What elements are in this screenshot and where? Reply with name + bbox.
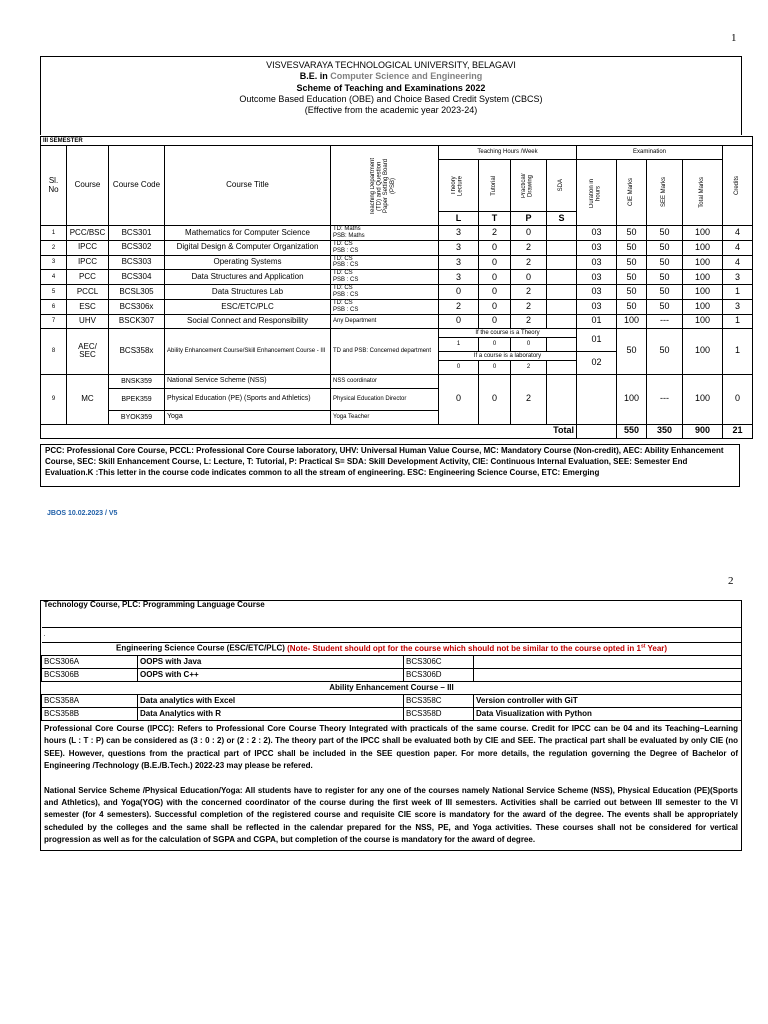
see-cell: 50 <box>647 255 683 270</box>
col-course: Course <box>67 146 109 226</box>
credits-cell: 4 <box>723 226 753 241</box>
s-cell <box>547 226 577 241</box>
l-cell: 0 <box>439 285 479 300</box>
scheme-title: Scheme of Teaching and Examinations 2022 <box>296 82 486 93</box>
sl-cell: 5 <box>41 285 67 300</box>
course-code-cell: BCS358A <box>42 695 138 708</box>
abbreviations-footnote: PCC: Professional Core Course, PCCL: Professional Core Course laboratory, UHV: Universal Human Value Course, MC: Mandatory Course (Non-credit), AEC: Ability Enhancement Course, SEC: Skill Enhancement Course, L: Lecture, T: Tutorial, P: Practical S= SDA: Skill Development Activity, CIE: Continuous Internal Evaluation, SEE: Semester End Evaluation.K :This letter in the course code indicates common to all the stream of engineering. ESC: Engineering Science Course, ETC: Emerging <box>40 444 740 487</box>
col-sda: SDA <box>547 160 577 212</box>
course-cell: PCC <box>67 270 109 285</box>
col-duration: Duration in hours <box>577 160 617 226</box>
title-cell: Data Structures and Application <box>165 270 331 285</box>
total-row: Total 550 350 900 21 <box>41 424 753 438</box>
sl-cell: 7 <box>41 314 67 328</box>
course-cell: PCCL <box>67 285 109 300</box>
dur-cell: 03 <box>577 270 617 285</box>
t-cell: 0 <box>479 270 511 285</box>
col-teaching-dept: Teaching Department (TD) and Question Paper Setting Board (PSB) <box>331 146 439 226</box>
elective-table <box>41 601 742 721</box>
dur-cell: 03 <box>577 240 617 255</box>
dur-cell: 03 <box>577 285 617 300</box>
table-row <box>41 255 753 270</box>
cie-cell: 50 <box>617 299 647 314</box>
course-title-cell: Version controller with GiT <box>474 695 742 708</box>
credits-cell: 3 <box>723 299 753 314</box>
p-cell: 2 <box>511 314 547 328</box>
course-code-cell: BCS358C <box>404 695 474 708</box>
l-cell: 3 <box>439 226 479 241</box>
degree-line: B.E. in Computer Science and Engineering <box>299 71 483 82</box>
dur-cell: 03 <box>577 255 617 270</box>
col-course-title: Course Title <box>165 146 331 226</box>
course-cell: IPCC <box>67 255 109 270</box>
page-number-1: 1 <box>731 32 737 44</box>
col-see: SEE Marks <box>647 160 683 226</box>
col-t: T <box>479 212 511 226</box>
table-row <box>41 226 753 241</box>
course-title-cell: OOPS with C++ <box>138 669 404 682</box>
total-cell: 100 <box>683 255 723 270</box>
course-title-cell <box>474 669 742 682</box>
title-cell: Social Connect and Responsibility <box>165 314 331 328</box>
l-cell: 0 <box>439 314 479 328</box>
col-tutorial: Tutorial <box>479 160 511 212</box>
s-cell <box>547 240 577 255</box>
code-cell: BCS306x <box>109 299 165 314</box>
course-code-cell: BCS358D <box>404 708 474 721</box>
p-cell: 0 <box>511 226 547 241</box>
page2-content <box>40 600 742 851</box>
title-cell: ESC/ETC/PLC <box>165 299 331 314</box>
table-row: 8 AEC/ SEC BCS358x Ability Enhancement Course/Skill Enhancement Course - III TD and PSB: Concerned department If the course is a Theory 01 50 50 100 1 <box>41 328 753 337</box>
table-row <box>42 669 742 682</box>
table-row <box>41 299 753 314</box>
course-cell: UHV <box>67 314 109 328</box>
see-cell: 50 <box>647 226 683 241</box>
teaching-dept-cell: Any Department <box>331 314 439 328</box>
total-cell: 100 <box>683 240 723 255</box>
t-cell: 0 <box>479 240 511 255</box>
col-examination: Examination <box>577 146 723 160</box>
teaching-dept-cell: TD: CS PSB : CS <box>331 270 439 285</box>
see-cell: 50 <box>647 299 683 314</box>
title-cell: Mathematics for Computer Science <box>165 226 331 241</box>
credits-cell: 4 <box>723 255 753 270</box>
p-cell: 2 <box>511 285 547 300</box>
code-cell: BCS304 <box>109 270 165 285</box>
cie-cell: 50 <box>617 285 647 300</box>
course-cell: PCC/BSC <box>67 226 109 241</box>
s-cell <box>547 270 577 285</box>
cie-cell: 50 <box>617 240 647 255</box>
sl-cell: 6 <box>41 299 67 314</box>
cie-cell: 100 <box>617 314 647 328</box>
credits-cell: 3 <box>723 270 753 285</box>
p-cell: 2 <box>511 255 547 270</box>
teaching-dept-cell: TD: CS PSB : CS <box>331 285 439 300</box>
t-cell: 2 <box>479 226 511 241</box>
code-cell: BSCK307 <box>109 314 165 328</box>
t-cell: 0 <box>479 314 511 328</box>
l-cell: 3 <box>439 255 479 270</box>
sl-cell: 3 <box>41 255 67 270</box>
course-title-cell <box>474 656 742 669</box>
course-code-cell: BCS306D <box>404 669 474 682</box>
see-cell: 50 <box>647 270 683 285</box>
col-sl-no: Sl. No <box>41 146 67 226</box>
page-number-2: 2 <box>728 575 734 587</box>
dur-cell: 03 <box>577 299 617 314</box>
aec-heading: Ability Enhancement Course – III <box>42 682 742 695</box>
code-cell: BCS302 <box>109 240 165 255</box>
course-cell: ESC <box>67 299 109 314</box>
university-name: VISVESVARAYA TECHNOLOGICAL UNIVERSITY, BELAGAVI <box>266 60 516 70</box>
table-row <box>42 695 742 708</box>
effective-line: (Effective from the academic year 2023-24) <box>304 105 478 115</box>
table-row <box>41 240 753 255</box>
continued-text: Technology Course, PLC: Programming Language Course <box>42 601 742 628</box>
total-cell: 100 <box>683 270 723 285</box>
title-cell: Operating Systems <box>165 255 331 270</box>
l-cell: 3 <box>439 240 479 255</box>
aec-rows <box>42 695 742 721</box>
p-cell: 2 <box>511 299 547 314</box>
course-code-cell: BCS306B <box>42 669 138 682</box>
s-cell <box>547 314 577 328</box>
esc-heading: Engineering Science Course (ESC/ETC/PLC) (Note- Student should opt for the course which should not be similar to the course opted in 1st Year) <box>42 643 742 656</box>
table-row <box>41 270 753 285</box>
table-row: 9 MC BNSK359 National Service Scheme (NSS) NSS coordinator 0 0 2 100 --- 100 0 <box>41 374 753 388</box>
dot-row: . <box>42 628 742 643</box>
see-cell: --- <box>647 314 683 328</box>
col-course-code: Course Code <box>109 146 165 226</box>
credits-cell: 1 <box>723 285 753 300</box>
t-cell: 0 <box>479 299 511 314</box>
course-title-cell: Data Analytics with R <box>138 708 404 721</box>
p-cell: 2 <box>511 240 547 255</box>
credits-cell: 1 <box>723 314 753 328</box>
dur-cell: 03 <box>577 226 617 241</box>
l-cell: 3 <box>439 270 479 285</box>
total-cell: 100 <box>683 285 723 300</box>
title-cell: Data Structures Lab <box>165 285 331 300</box>
sl-cell: 4 <box>41 270 67 285</box>
col-l: L <box>439 212 479 226</box>
ipcc-paragraph: Professional Core Course (IPCC): Refers to Professional Core Course Theory Integrated with practicals of the same course. Credit for IPCC can be 04 and its Teaching–Learning hours (L : T : P) can be considered as (3 : 0 : 2) or (2 : 2 : 2). The theory part of the IPCC shall be evaluated both by CIE and SEE. The practical part shall be evaluated by only CIE (no SEE). However, questions from the practical part of IPCC shall be included in the SEE question paper. For more details, the regulation governing the Degree of Bachelor of Engineering /Technology (B.E./B.Tech.) 2022-23 may please be refered. <box>44 724 738 771</box>
table-row <box>41 314 753 328</box>
nss-paragraph: National Service Scheme /Physical Education/Yoga: All students have to register for any one of the courses namely National Service Scheme (NSS), Physical Education (PE)(Sports and Athletics), and Yoga(YOG) with the concerned coordinator of the course during the first week of III semesters. Activities shall be carried out between III semester to the VI semester (for 4 semesters). Successful completion of the registered course and requisite CIE score is mandatory for the award of the degree. The events shall be appropriately scheduled by the colleges and the same shall be reflected in the calendar prepared for the NSS, PE, and Yoga activities. These courses shall not be considered for vertical progression as well as for the calculation of SGPA and CGPA, but completion of the course is mandatory for the award of degree. <box>44 785 738 845</box>
l-cell: 2 <box>439 299 479 314</box>
cie-cell: 50 <box>617 255 647 270</box>
see-cell: 50 <box>647 240 683 255</box>
course-code-cell: BCS358B <box>42 708 138 721</box>
col-practical: Practical/ Drawing <box>511 160 547 212</box>
code-cell: BCS301 <box>109 226 165 241</box>
see-cell: 50 <box>647 285 683 300</box>
teaching-dept-cell: TD: CS PSB : CS <box>331 255 439 270</box>
scheme-header <box>40 56 742 135</box>
col-p: P <box>511 212 547 226</box>
title-cell: Digital Design & Computer Organization <box>165 240 331 255</box>
teaching-dept-cell: TD: CS PSB : CS <box>331 299 439 314</box>
course-rows <box>41 226 753 329</box>
esc-rows <box>42 656 742 682</box>
t-cell: 0 <box>479 285 511 300</box>
course-title-cell: OOPS with Java <box>138 656 404 669</box>
table-row <box>42 708 742 721</box>
col-cie: CIE Marks <box>617 160 647 226</box>
teaching-dept-cell: TD: CS PSB : CS <box>331 240 439 255</box>
dur-cell: 01 <box>577 314 617 328</box>
course-cell: IPCC <box>67 240 109 255</box>
scheme-table: III SEMESTER Sl. No Course Course Code Course Title Teaching Department (TD) and Question Paper Setting Board (PSB) Teaching Hours /Week Examination Credits Theory Lecture Tutorial Practical/ Drawing SDA Duration in hours CIE Marks SEE Marks Total Marks L T P S 1 PCC/BSC BCS301 Mathematics for Computer Science TD: Maths PSB: Maths 3 2 0 03 50 50 100 4 2 IPCC BCS302 Digital Design & Computer Organization TD: CS PSB : CS 3 0 2 03 50 50 100 4 3 IPCC BCS303 Operating Systems TD: CS PSB : CS 3 0 2 03 50 50 100 4 4 PCC BCS304 Data Structures and Application TD: CS PSB : CS 3 0 0 03 50 50 100 3 5 PCCL BCSL305 Data Structures Lab TD: CS PSB : CS 0 0 2 03 50 50 100 1 6 ESC BCS306x ESC/ETC/PLC TD: CS PSB : CS 2 0 2 03 50 50 100 3 7 UHV BSCK307 Social Connect and Responsibility Any Department 0 0 2 01 100 --- 100 1 8 AEC/ SEC BCS358x Ability Enhancement Course/Skill Enhancement Course - III TD and PSB: Concerned department If the course is a Theory 01 50 50 100 1 1 0 0 If a course is a laboratory 02 0 0 2 9 MC BNSK359 National Service Scheme (NSS) NSS coordinator 0 0 2 100 --- 100 0 BPEK359 Physical Education (PE) (Sports and Athletics) Physical Education Director BYOK359 Yoga Yoga Teacher Total 550 350 900 21 <box>40 136 753 439</box>
sl-cell: 1 <box>41 226 67 241</box>
cie-cell: 50 <box>617 226 647 241</box>
credits-cell: 4 <box>723 240 753 255</box>
col-teaching-hours: Teaching Hours /Week <box>439 146 577 160</box>
col-total-marks: Total Marks <box>683 160 723 226</box>
cie-cell: 50 <box>617 270 647 285</box>
version-label: JBOS 10.02.2023 / V5 <box>47 510 118 517</box>
semester-label: III SEMESTER <box>41 137 753 146</box>
s-cell <box>547 255 577 270</box>
s-cell <box>547 285 577 300</box>
course-code-cell: BCS306A <box>42 656 138 669</box>
obe-line: Outcome Based Education (OBE) and Choice Based Credit System (CBCS) <box>239 93 543 104</box>
course-title-cell: Data Visualization with Python <box>474 708 742 721</box>
code-cell: BCSL305 <box>109 285 165 300</box>
total-cell: 100 <box>683 314 723 328</box>
teaching-dept-cell: TD: Maths PSB: Maths <box>331 226 439 241</box>
col-credits: Credits <box>723 146 753 226</box>
course-title-cell: Data analytics with Excel <box>138 695 404 708</box>
total-cell: 100 <box>683 226 723 241</box>
col-theory-lecture: Theory Lecture <box>439 160 479 212</box>
course-code-cell: BCS306C <box>404 656 474 669</box>
sl-cell: 2 <box>41 240 67 255</box>
col-s: S <box>547 212 577 226</box>
t-cell: 0 <box>479 255 511 270</box>
code-cell: BCS303 <box>109 255 165 270</box>
table-row <box>41 285 753 300</box>
total-cell: 100 <box>683 299 723 314</box>
p-cell: 0 <box>511 270 547 285</box>
table-row <box>42 656 742 669</box>
s-cell <box>547 299 577 314</box>
